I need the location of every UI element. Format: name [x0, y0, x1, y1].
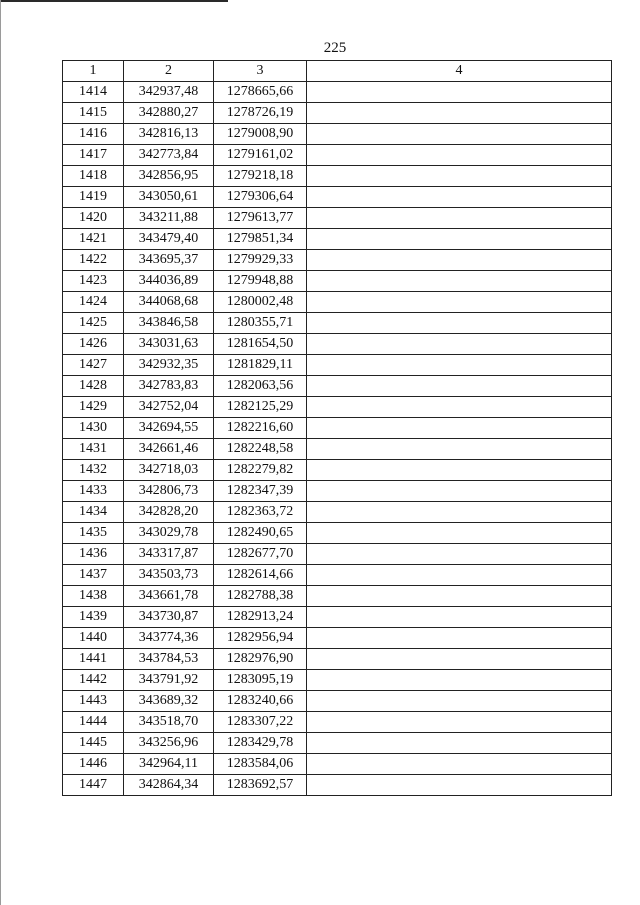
y-coordinate-cell: 1283307,22: [214, 712, 307, 733]
table-row: [63, 397, 612, 418]
point-number-cell: 1439: [63, 607, 124, 628]
y-coordinate-cell: 1278665,66: [214, 82, 307, 103]
table-row: [63, 313, 612, 334]
table-row: [63, 691, 612, 712]
point-number-cell: 1422: [63, 250, 124, 271]
note-cell: [307, 418, 612, 439]
y-coordinate-cell: 1282063,56: [214, 376, 307, 397]
note-cell: [307, 397, 612, 418]
y-coordinate-cell: 1279613,77: [214, 208, 307, 229]
y-coordinate-cell: 1282125,29: [214, 397, 307, 418]
table-row: [63, 145, 612, 166]
table-row: [63, 481, 612, 502]
table-row: [63, 271, 612, 292]
y-coordinate-cell: 1279008,90: [214, 124, 307, 145]
table-row: [63, 502, 612, 523]
point-number-cell: 1431: [63, 439, 124, 460]
y-coordinate-cell: 1282347,39: [214, 481, 307, 502]
y-coordinate-cell: 1283584,06: [214, 754, 307, 775]
y-coordinate-cell: 1280002,48: [214, 292, 307, 313]
note-cell: [307, 439, 612, 460]
y-coordinate-cell: 1281654,50: [214, 334, 307, 355]
point-number-cell: 1414: [63, 82, 124, 103]
note-cell: [307, 376, 612, 397]
x-coordinate-cell: 344068,68: [124, 292, 214, 313]
note-cell: [307, 670, 612, 691]
table-row: [63, 82, 612, 103]
note-cell: [307, 229, 612, 250]
note-cell: [307, 481, 612, 502]
x-coordinate-cell: 342806,73: [124, 481, 214, 502]
point-number-cell: 1436: [63, 544, 124, 565]
note-cell: [307, 544, 612, 565]
note-cell: [307, 145, 612, 166]
table-row: [63, 376, 612, 397]
table-row: [63, 586, 612, 607]
x-coordinate-cell: 342783,83: [124, 376, 214, 397]
point-number-cell: 1430: [63, 418, 124, 439]
note-cell: [307, 586, 612, 607]
y-coordinate-cell: 1282976,90: [214, 649, 307, 670]
note-cell: [307, 775, 612, 796]
note-cell: [307, 166, 612, 187]
table-row: [63, 565, 612, 586]
note-cell: [307, 607, 612, 628]
point-number-cell: 1424: [63, 292, 124, 313]
table-row: [63, 418, 612, 439]
x-coordinate-cell: 343211,88: [124, 208, 214, 229]
scan-edge-left: [0, 0, 1, 905]
note-cell: [307, 628, 612, 649]
point-number-cell: 1447: [63, 775, 124, 796]
note-cell: [307, 271, 612, 292]
y-coordinate-cell: 1278726,19: [214, 103, 307, 124]
x-coordinate-cell: 343784,53: [124, 649, 214, 670]
point-number-cell: 1428: [63, 376, 124, 397]
point-number-cell: 1443: [63, 691, 124, 712]
y-coordinate-cell: 1282913,24: [214, 607, 307, 628]
y-coordinate-cell: 1282677,70: [214, 544, 307, 565]
note-cell: [307, 250, 612, 271]
table-body: [63, 82, 612, 796]
note-cell: [307, 460, 612, 481]
note-cell: [307, 754, 612, 775]
y-coordinate-cell: 1279306,64: [214, 187, 307, 208]
note-cell: [307, 649, 612, 670]
column-header-2: 2: [124, 61, 214, 82]
y-coordinate-cell: 1280355,71: [214, 313, 307, 334]
y-coordinate-cell: 1282363,72: [214, 502, 307, 523]
x-coordinate-cell: 342752,04: [124, 397, 214, 418]
note-cell: [307, 187, 612, 208]
x-coordinate-cell: 343695,37: [124, 250, 214, 271]
y-coordinate-cell: 1283240,66: [214, 691, 307, 712]
point-number-cell: 1427: [63, 355, 124, 376]
point-number-cell: 1435: [63, 523, 124, 544]
point-number-cell: 1426: [63, 334, 124, 355]
note-cell: [307, 691, 612, 712]
table-row: [63, 250, 612, 271]
point-number-cell: 1445: [63, 733, 124, 754]
column-header-3: 3: [214, 61, 307, 82]
point-number-cell: 1441: [63, 649, 124, 670]
point-number-cell: 1417: [63, 145, 124, 166]
x-coordinate-cell: 342694,55: [124, 418, 214, 439]
y-coordinate-cell: 1279218,18: [214, 166, 307, 187]
x-coordinate-cell: 342864,34: [124, 775, 214, 796]
x-coordinate-cell: 343031,63: [124, 334, 214, 355]
y-coordinate-cell: 1283429,78: [214, 733, 307, 754]
x-coordinate-cell: 343029,78: [124, 523, 214, 544]
point-number-cell: 1416: [63, 124, 124, 145]
x-coordinate-cell: 342937,48: [124, 82, 214, 103]
table-row: [63, 166, 612, 187]
point-number-cell: 1415: [63, 103, 124, 124]
point-number-cell: 1444: [63, 712, 124, 733]
y-coordinate-cell: 1283095,19: [214, 670, 307, 691]
x-coordinate-cell: 342932,35: [124, 355, 214, 376]
table-row: [63, 523, 612, 544]
x-coordinate-cell: 343846,58: [124, 313, 214, 334]
y-coordinate-cell: 1282788,38: [214, 586, 307, 607]
point-number-cell: 1446: [63, 754, 124, 775]
y-coordinate-cell: 1282248,58: [214, 439, 307, 460]
table-row: [63, 712, 612, 733]
point-number-cell: 1425: [63, 313, 124, 334]
column-header-4: 4: [307, 61, 612, 82]
x-coordinate-cell: 342816,13: [124, 124, 214, 145]
point-number-cell: 1437: [63, 565, 124, 586]
page-number: 225: [323, 40, 347, 56]
table-row: [63, 187, 612, 208]
y-coordinate-cell: 1283692,57: [214, 775, 307, 796]
x-coordinate-cell: 343661,78: [124, 586, 214, 607]
note-cell: [307, 334, 612, 355]
table-row: [63, 439, 612, 460]
y-coordinate-cell: 1281829,11: [214, 355, 307, 376]
table-row: [63, 754, 612, 775]
table-row: [63, 229, 612, 250]
scan-edge-top: [0, 0, 228, 2]
note-cell: [307, 82, 612, 103]
y-coordinate-cell: 1282279,82: [214, 460, 307, 481]
x-coordinate-cell: 343518,70: [124, 712, 214, 733]
x-coordinate-cell: 342964,11: [124, 754, 214, 775]
note-cell: [307, 355, 612, 376]
note-cell: [307, 712, 612, 733]
y-coordinate-cell: 1282614,66: [214, 565, 307, 586]
x-coordinate-cell: 342856,95: [124, 166, 214, 187]
x-coordinate-cell: 343730,87: [124, 607, 214, 628]
table-header-row: [63, 61, 612, 82]
note-cell: [307, 733, 612, 754]
x-coordinate-cell: 343503,73: [124, 565, 214, 586]
point-number-cell: 1423: [63, 271, 124, 292]
note-cell: [307, 103, 612, 124]
point-number-cell: 1440: [63, 628, 124, 649]
table-row: [63, 544, 612, 565]
note-cell: [307, 565, 612, 586]
table-row: [63, 607, 612, 628]
note-cell: [307, 502, 612, 523]
point-number-cell: 1429: [63, 397, 124, 418]
y-coordinate-cell: 1279851,34: [214, 229, 307, 250]
point-number-cell: 1438: [63, 586, 124, 607]
point-number-cell: 1418: [63, 166, 124, 187]
x-coordinate-cell: 343050,61: [124, 187, 214, 208]
table-row: [63, 733, 612, 754]
note-cell: [307, 292, 612, 313]
table-row: [63, 334, 612, 355]
note-cell: [307, 208, 612, 229]
table-row: [63, 208, 612, 229]
y-coordinate-cell: 1282956,94: [214, 628, 307, 649]
point-number-cell: 1419: [63, 187, 124, 208]
point-number-cell: 1442: [63, 670, 124, 691]
y-coordinate-cell: 1282490,65: [214, 523, 307, 544]
note-cell: [307, 313, 612, 334]
x-coordinate-cell: 343791,92: [124, 670, 214, 691]
x-coordinate-cell: 343774,36: [124, 628, 214, 649]
table-row: [63, 124, 612, 145]
point-number-cell: 1433: [63, 481, 124, 502]
note-cell: [307, 124, 612, 145]
y-coordinate-cell: 1279948,88: [214, 271, 307, 292]
table-row: [63, 292, 612, 313]
table-row: [63, 775, 612, 796]
y-coordinate-cell: 1279929,33: [214, 250, 307, 271]
point-number-cell: 1432: [63, 460, 124, 481]
x-coordinate-cell: 342718,03: [124, 460, 214, 481]
x-coordinate-cell: 343689,32: [124, 691, 214, 712]
x-coordinate-cell: 342880,27: [124, 103, 214, 124]
x-coordinate-cell: 344036,89: [124, 271, 214, 292]
x-coordinate-cell: 342661,46: [124, 439, 214, 460]
x-coordinate-cell: 342828,20: [124, 502, 214, 523]
table-row: [63, 103, 612, 124]
coordinates-table: [62, 60, 612, 796]
x-coordinate-cell: 342773,84: [124, 145, 214, 166]
point-number-cell: 1434: [63, 502, 124, 523]
y-coordinate-cell: 1279161,02: [214, 145, 307, 166]
point-number-cell: 1420: [63, 208, 124, 229]
table-row: [63, 628, 612, 649]
column-header-1: 1: [63, 61, 124, 82]
y-coordinate-cell: 1282216,60: [214, 418, 307, 439]
note-cell: [307, 523, 612, 544]
point-number-cell: 1421: [63, 229, 124, 250]
table-row: [63, 670, 612, 691]
x-coordinate-cell: 343479,40: [124, 229, 214, 250]
x-coordinate-cell: 343256,96: [124, 733, 214, 754]
table-row: [63, 355, 612, 376]
table-row: [63, 649, 612, 670]
x-coordinate-cell: 343317,87: [124, 544, 214, 565]
table-row: [63, 460, 612, 481]
